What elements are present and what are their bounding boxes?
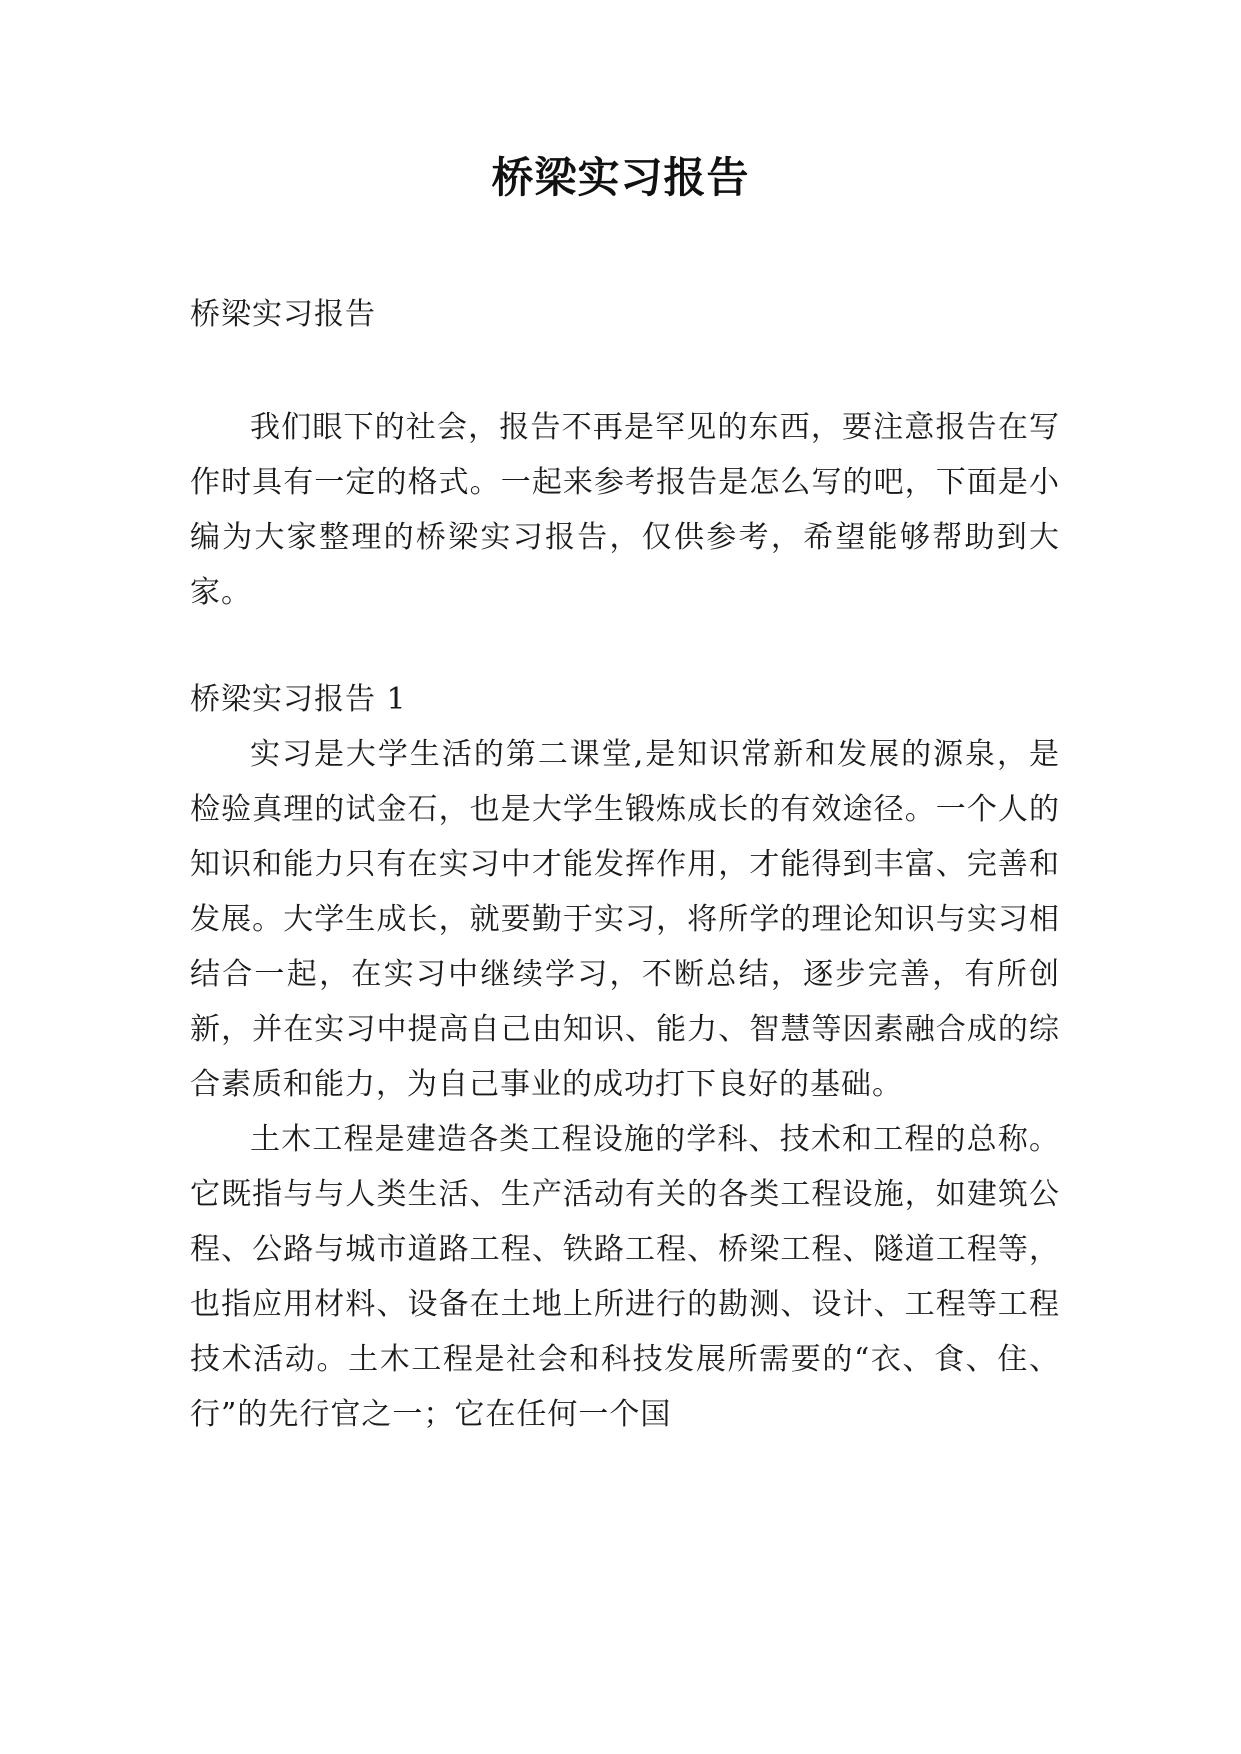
section-heading: 桥梁实习报告 1 <box>190 682 407 717</box>
spacer <box>190 342 1060 400</box>
spacer <box>190 620 1060 673</box>
document-subtitle: 桥梁实习报告 <box>190 297 376 332</box>
document-body <box>190 288 1060 1442</box>
body-paragraph-1: 实习是大学生活的第二课堂,是知识常新和发展的源泉，是检验真理的试金石，也是大学生锻炼成长的有效途径。一个人的知识和能力只有在实习中才能发挥作用，才能得到丰富、完善和发展。大学生成长，就要勤于实习，将所学的理论知识与实习相结合一起，在实习中继续学习，不断总结，逐步完善，有所创新，并在实习中提高自己由知识、能力、智慧等因素融合成的综合素质和能力，为自己事业的成功打下良好的基础。 <box>190 737 1060 1102</box>
body-paragraph-2: 土木工程是建造各类工程设施的学科、技术和工程的总称。它既指与与人类生活、生产活动有关的各类工程设施，如建筑公程、公路与城市道路工程、铁路工程、桥梁工程、隧道工程等，也指应用材料、设备在土地上所进行的勘测、设计、工程等工程技术活动。土木工程是社会和科技发展所需要的“衣、食、住、行”的先行官之一；它在任何一个国 <box>190 1122 1060 1432</box>
intro-paragraph: 我们眼下的社会，报告不再是罕见的东西，要注意报告在写作时具有一定的格式。一起来参考报告是怎么写的吧，下面是小编为大家整理的桥梁实习报告，仅供参考，希望能够帮助到大家。 <box>190 410 1060 610</box>
document-title: 桥梁实习报告 <box>491 153 750 202</box>
